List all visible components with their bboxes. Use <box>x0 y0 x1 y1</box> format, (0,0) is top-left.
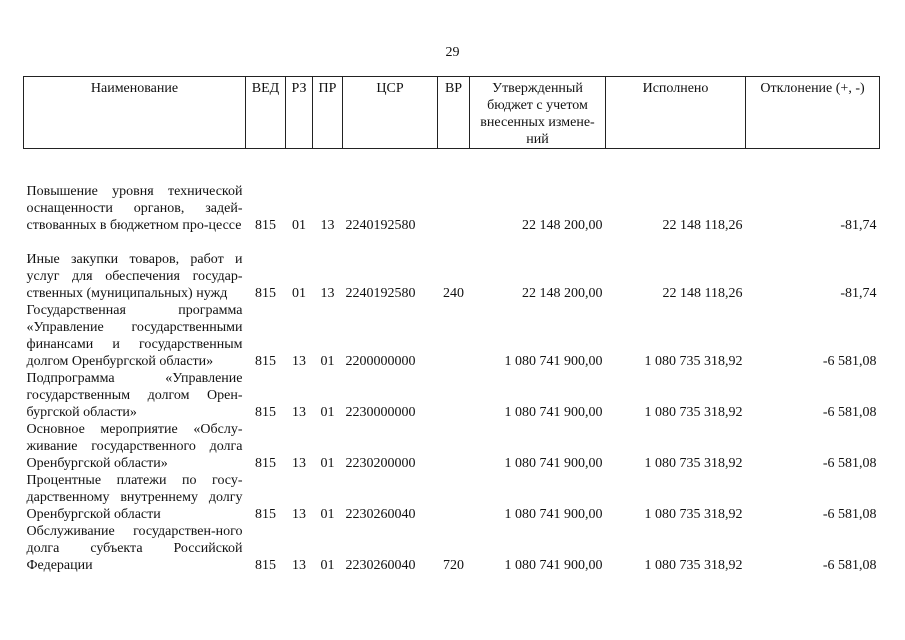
row-name: Основное мероприятие «Обслу-живание государственного долга Оренбургской области» <box>26 421 243 471</box>
row-vr <box>438 472 470 523</box>
row-rz: 13 <box>292 557 306 573</box>
row-ved: 815 <box>255 506 276 522</box>
row-csr: 2230260040 <box>345 557 416 573</box>
row-name: Процентные платежи по госу-дарственному внутреннему долгу Оренбургской области <box>26 472 243 522</box>
header-ved: ВЕД <box>246 77 286 149</box>
row-approved: 1 080 741 900,00 <box>504 353 603 369</box>
row-csr: 2240192580 <box>345 217 416 233</box>
row-pr: 13 <box>320 285 335 301</box>
row-vr <box>438 302 470 370</box>
row-deviation: -6 581,08 <box>822 557 877 573</box>
row-vr <box>438 370 470 421</box>
header-name: Наименование <box>24 77 246 149</box>
row-name: Повышение уровня технической оснащенности органов, задей-ствованных в бюджетном про-цессе <box>26 183 243 233</box>
row-deviation: -6 581,08 <box>822 404 877 420</box>
row-approved: 1 080 741 900,00 <box>504 506 603 522</box>
row-csr: 2230200000 <box>345 455 416 471</box>
row-ved: 815 <box>255 404 276 420</box>
row-executed: 1 080 735 318,92 <box>644 506 743 522</box>
row-deviation: -81,74 <box>840 285 877 301</box>
header-pr: ПР <box>313 77 343 149</box>
row-rz: 13 <box>292 353 306 369</box>
row-approved: 22 148 200,00 <box>522 285 603 301</box>
row-csr: 2200000000 <box>345 353 416 369</box>
row-pr: 01 <box>320 455 335 471</box>
row-name: Обслуживание государствен-ного долга субъекта Российской Федерации <box>26 523 243 573</box>
row-deviation: -6 581,08 <box>822 455 877 471</box>
row-csr: 2240192580 <box>345 285 416 301</box>
row-vr <box>438 149 470 234</box>
budget-table <box>23 76 880 574</box>
table-row <box>24 421 880 472</box>
row-vr: 240 <box>443 285 464 301</box>
table-row <box>24 302 880 370</box>
row-approved: 22 148 200,00 <box>522 217 603 233</box>
row-name: Иные закупки товаров, работ и услуг для обеспечения государ-ственных (муниципальных) нужд <box>26 251 243 301</box>
row-pr: 13 <box>320 217 335 233</box>
table-header-row <box>24 77 880 149</box>
row-vr <box>438 421 470 472</box>
row-executed: 1 080 735 318,92 <box>644 404 743 420</box>
row-executed: 22 148 118,26 <box>662 285 743 301</box>
row-executed: 1 080 735 318,92 <box>644 557 743 573</box>
row-approved: 1 080 741 900,00 <box>504 455 603 471</box>
page-number: 29 <box>445 45 460 60</box>
row-csr: 2230000000 <box>345 404 416 420</box>
table-row <box>24 370 880 421</box>
row-rz: 13 <box>292 404 306 420</box>
row-deviation: -6 581,08 <box>822 506 877 522</box>
row-ved: 815 <box>255 285 276 301</box>
header-approved: Утвержденный бюджет с учетом внесенных измене-ний <box>470 77 606 149</box>
row-name: Подпрограмма «Управление государственным долгом Орен-бургской области» <box>26 370 243 420</box>
row-approved: 1 080 741 900,00 <box>504 557 603 573</box>
row-executed: 1 080 735 318,92 <box>644 353 743 369</box>
row-ved: 815 <box>255 455 276 471</box>
row-executed: 1 080 735 318,92 <box>644 455 743 471</box>
row-pr: 01 <box>320 404 335 420</box>
row-name: Государственная программа «Управление государственными финансами и государственным долгом Оренбургской области» <box>26 302 243 369</box>
row-pr: 01 <box>320 506 335 522</box>
row-deviation: -6 581,08 <box>822 353 877 369</box>
row-deviation: -81,74 <box>840 217 877 233</box>
row-approved: 1 080 741 900,00 <box>504 404 603 420</box>
header-csr: ЦСР <box>343 77 438 149</box>
row-pr: 01 <box>320 557 335 573</box>
row-ved: 815 <box>255 353 276 369</box>
header-vr: ВР <box>438 77 470 149</box>
row-vr: 720 <box>443 557 464 573</box>
table-row <box>24 523 880 574</box>
row-csr: 2230260040 <box>345 506 416 522</box>
row-rz: 01 <box>292 285 306 301</box>
row-pr: 01 <box>320 353 335 369</box>
header-rz: РЗ <box>286 77 313 149</box>
row-executed: 22 148 118,26 <box>662 217 743 233</box>
row-ved: 815 <box>255 557 276 573</box>
table-row <box>24 234 880 302</box>
header-executed: Исполнено <box>606 77 746 149</box>
table-row <box>24 472 880 523</box>
header-deviation: Отклонение (+, -) <box>746 77 880 149</box>
table-row <box>24 149 880 234</box>
row-ved: 815 <box>255 217 276 233</box>
row-rz: 13 <box>292 506 306 522</box>
row-rz: 01 <box>292 217 306 233</box>
row-rz: 13 <box>292 455 306 471</box>
